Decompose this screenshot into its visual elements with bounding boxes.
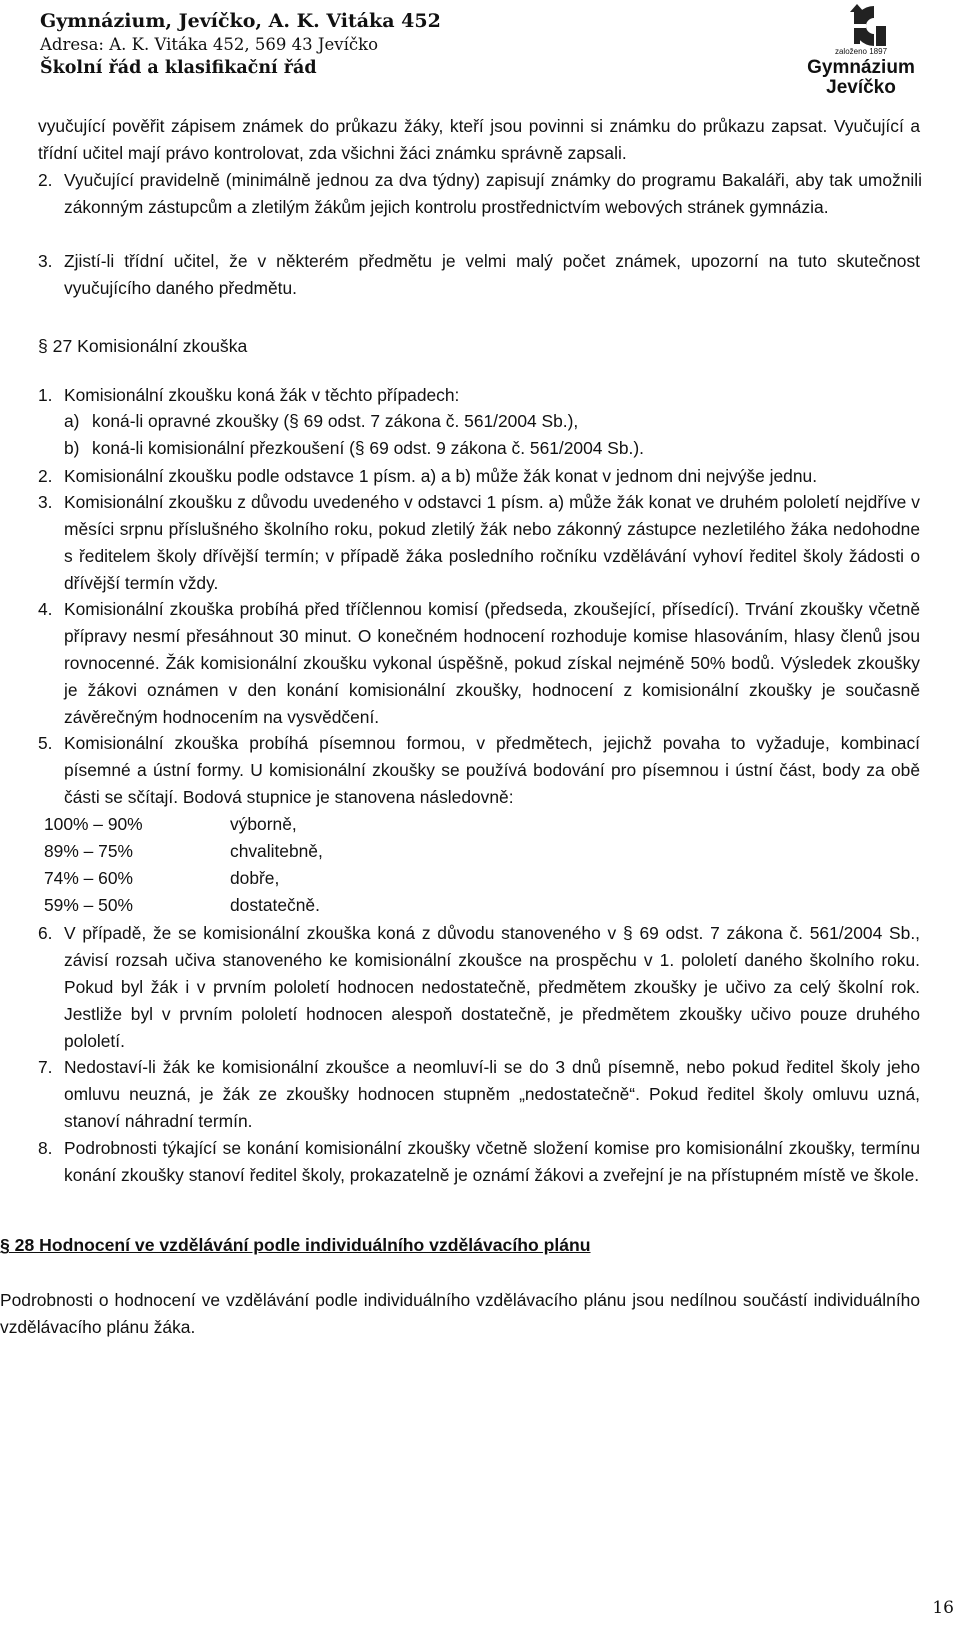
scale-grade: chvalitebně, — [230, 841, 323, 861]
list-number: 2. — [38, 170, 53, 190]
continued-paragraph: vyučující pověřit zápisem známek do průkazu žáky, kteří jsou povinni si známku do průkazu zapsat. Vyučující a třídní učitel mají právo kontrolovat, zda všichni žáci známku správně zapsali. — [38, 116, 920, 163]
section-heading-28: § 28 Hodnocení ve vzdělávání podle individuálního vzdělávacího plánu — [0, 1235, 591, 1255]
list-item: Podrobnosti týkající se konání komisionální zkoušky včetně složení komise pro komisionální zkoušky, termínu konání zkoušky stanoví ředitel školy, prokazatelně je oznámí žákovi a zveřejní je na přístupném místě ve škole. — [64, 1138, 920, 1185]
logo-founded: založeno 1897 — [834, 47, 888, 56]
logo-name: Gymnázium — [807, 57, 915, 78]
sub-item: koná-li opravné zkoušky (§ 69 odst. 7 zákona č. 561/2004 Sb.), — [92, 411, 579, 431]
school-address: Adresa: A. K. Vitáka 452, 569 43 Jevíčko — [40, 35, 379, 54]
list-item: Vyučující pravidelně (minimálně jednou za dva týdny) zapisují známky do programu Bakaláři, aby tak umožnili zákonným zástupcům a zletilým žákům jejich kontrolu prostřednictvím webových stránek gymnázia. — [64, 170, 922, 217]
scale-grade: dostatečně. — [230, 895, 320, 915]
scale-grade: výborně, — [230, 814, 297, 834]
document-title: Školní řád a klasifikační řád — [40, 58, 317, 78]
list-item: Komisionální zkouška probíhá před tříčlennou komisí (předseda, zkoušející, přísedící). Trvání zkoušky včetně přípravy nesmí přesáhnout 30 minut. O konečném hodnocení rozhoduje komise hlasováním, hlasy členů jsou rovnocenné. Žák komisionální zkoušku vykonal úspěšně, pokud získal nejméně 50% bodů. Výsledek zkoušky je žákovi oznámen v den konání komisionální zkoušky, hodnocení z komisionální zkoušky je současně závěrečným hodnocením na vysvědčení. — [64, 599, 920, 727]
list-number: 6. — [38, 923, 53, 943]
list-number: 4. — [38, 599, 53, 619]
list-item: V případě, že se komisionální zkouška koná z důvodu stanoveného v § 69 odst. 7 zákona č. 561/2004 Sb., závisí rozsah učiva stanoveného ke komisionální zkoušce na prospěchu v 1. pololetí daného školního roku. Pokud byl žák i v prvním pololetí hodnocen nedostatečně, předmětem zkoušky je učivo za celý školní rok. Jestliže byl v prvním pololetí hodnocen alespoň dostatečně, je předmětem zkoušky učivo pouze druhého pololetí. — [64, 923, 920, 1051]
list-item: Komisionální zkoušku podle odstavce 1 písm. a) a b) může žák konat v jednom dni nejvýše jednu. — [64, 466, 818, 486]
list-item: Nedostaví-li žák ke komisionální zkoušce a neomluví-li se do 3 dnů písemně, nebo pokud ředitel školy jeho omluvu neuzná, je žák ze zkoušky hodnocen stupněm „nedostatečně“. Pokud ředitel školy omluvu uzná, stanoví náhradní termín. — [64, 1057, 920, 1131]
list-number: 7. — [38, 1057, 53, 1077]
list-number: 2. — [38, 466, 53, 486]
list-number: 3. — [38, 251, 53, 271]
logo-emblem-icon — [834, 4, 888, 48]
logo-town: Jevíčko — [826, 77, 896, 98]
scale-grade: dobře, — [230, 868, 280, 888]
list-item: Komisionální zkouška probíhá písemnou formou, v předmětech, jejichž povaha to vyžaduje, kombinací písemné a ústní formy. U komisionální zkoušky se používá bodování pro písemnou i ústní část, body za obě části se sčítají. Bodová stupnice je stanovena následovně: — [64, 733, 920, 807]
list-number: 5. — [38, 733, 53, 753]
school-name: Gymnázium, Jevíčko, A. K. Vitáka 452 — [40, 10, 441, 32]
list-item: Zjistí-li třídní učitel, že v některém předmětu je velmi malý počet známek, upozorní na tuto skutečnost vyučujícího daného předmětu. — [64, 251, 920, 298]
school-logo — [796, 4, 926, 100]
scale-range: 100% – 90% — [44, 814, 143, 834]
section-heading-27: § 27 Komisionální zkouška — [38, 336, 248, 356]
sub-item-label: a) — [64, 411, 80, 431]
scale-range: 89% – 75% — [44, 841, 133, 861]
sub-item: koná-li komisionální přezkoušení (§ 69 odst. 9 zákona č. 561/2004 Sb.). — [92, 438, 644, 458]
scale-range: 59% – 50% — [44, 895, 133, 915]
list-number: 1. — [38, 385, 53, 405]
page-number: 16 — [932, 1598, 954, 1618]
sub-item-label: b) — [64, 438, 80, 458]
section-28-paragraph: Podrobnosti o hodnocení ve vzdělávání podle individuálního vzdělávacího plánu jsou nedílnou součástí individuálního vzdělávacího plánu žáka. — [0, 1290, 920, 1337]
list-number: 3. — [38, 492, 53, 512]
list-item: Komisionální zkoušku koná žák v těchto případech: — [64, 385, 460, 405]
list-item: Komisionální zkoušku z důvodu uvedeného v odstavci 1 písm. a) může žák konat ve druhém pololetí nejdříve v měsíci srpnu příslušného školního roku, pokud zletilý žák nebo zákonný zástupce nezletilého žáka nedohodne s ředitelem školy dřívější termín; v případě žáka posledního ročníku vzdělávání vyhoví ředitel školy žádosti o dřívější termín vždy. — [64, 492, 920, 593]
scale-range: 74% – 60% — [44, 868, 133, 888]
list-number: 8. — [38, 1138, 53, 1158]
